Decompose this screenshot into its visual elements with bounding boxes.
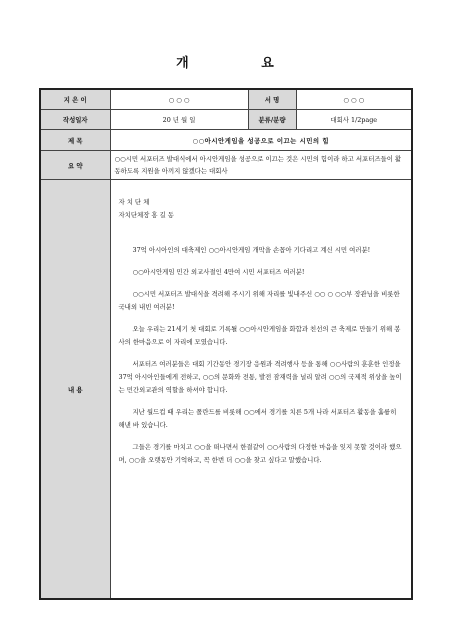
date-row	[40, 110, 412, 130]
subject-value: ○○아시안게임을 성공으로 이끄는 시민의 힘	[110, 130, 412, 151]
category-value: 대회사 1/2page	[296, 110, 412, 130]
content-row	[40, 180, 412, 600]
author-row	[40, 89, 412, 110]
content-paragraph-7: 그들은 경기를 마치고 ○○을 떠나면서 한결같이 ○○사람의 다정한 마음을 잊지 못할 것이라 했으며, ○○을 오랫동안 기억하고, 꼭 한번 더 ○○을 찾고 싶다고 말했습니다.	[118, 443, 402, 464]
summary-form-table	[39, 88, 413, 600]
content-label: 내 용	[40, 180, 110, 600]
content-paragraph-6: 지난 월드컵 때 우리는 폴란드를 비롯해 ○○에서 경기를 치른 5개 나라 서포터즈 활동을 훌륭히 해낸 바 있습니다.	[118, 408, 397, 429]
summary-label: 요 약	[40, 151, 110, 180]
content-body	[110, 180, 412, 600]
signature-value: ○ ○ ○	[296, 89, 412, 110]
summary-row	[40, 151, 412, 180]
author-value: ○ ○ ○	[110, 89, 248, 110]
signature-label: 서 명	[248, 89, 296, 110]
author-label: 지 은 이	[40, 89, 110, 110]
subject-label: 제 목	[40, 130, 110, 151]
content-org: 자 치 단 체	[118, 198, 150, 206]
content-paragraph-3: ○○시민 서포터즈 발대식을 격려해 주시기 위해 자리를 빛내주신 ○○ ○ ○○부 장관님을 비롯한 국내외 내빈 여러분!	[118, 290, 400, 311]
date-label: 작성일자	[40, 110, 110, 130]
category-label: 분류/분량	[248, 110, 296, 130]
document-title: 개 요	[176, 56, 308, 71]
subject-row	[40, 130, 412, 151]
summary-value: ○○시민 서포터즈 발대식에서 아시안게임을 성공으로 이끄는 것은 시민의 힘이라 하고 서포터즈들이 활동하도록 지원을 아끼지 않겠다는 대회사	[110, 151, 412, 180]
content-paragraph-1: 37억 아시아인의 대축제인 ○○아시안게임 개막을 손꼽아 기다리고 계신 시민 여러분!	[132, 246, 371, 254]
content-speaker: 자치단체장 홍 길 동	[118, 211, 174, 219]
content-paragraph-2: ○○아시안게임 민간 외교사절인 4만여 시민 서포터즈 여러분!	[132, 268, 305, 276]
content-paragraph-4: 오늘 우리는 21세기 첫 대회로 기록될 ○○아시안게임을 화합과 친선의 큰 축제로 만들기 위해 봉사의 한마음으로 이 자리에 모였습니다.	[118, 325, 401, 346]
content-paragraph-5: 서포터즈 여러분들은 대회 기간동안 경기장 응원과 격려행사 등을 통해 ○○사람의 훈훈한 인정을 37억 아시아인들에게 전하고, ○○의 문화와 전통, 발전 잠재력을 널리 알려 ○○의 국제적 위상을 높이는 민간외교관의 역할을 하셔야 합니다.	[118, 360, 402, 394]
date-value: 20 년 월 일	[110, 110, 248, 130]
